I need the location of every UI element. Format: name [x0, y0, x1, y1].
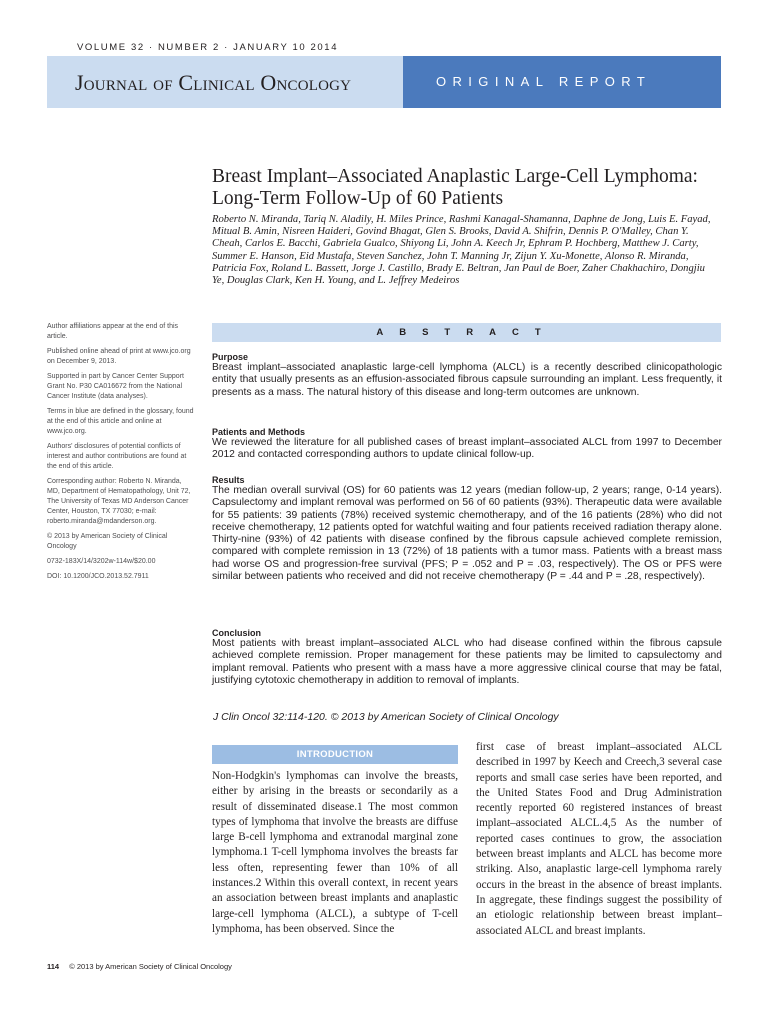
note-support: Supported in part by Cancer Center Support Grant No. P30 CA016672 from the National Cancer Institute (data analyses).	[47, 373, 184, 400]
page-footer	[47, 962, 232, 971]
note-issn: 0732-183X/14/3202w-114w/$20.00	[47, 558, 156, 565]
note-glossary: Terms in blue are defined in the glossary, found at the end of this article and online at www.jco.org.	[47, 408, 194, 435]
conclusion-heading: Conclusion	[212, 628, 261, 638]
footer-copyright: © 2013 by American Society of Clinical Oncology	[69, 962, 232, 971]
note-affiliations: Author affiliations appear at the end of this article.	[47, 323, 179, 340]
journal-citation: J Clin Oncol 32:114-120. © 2013 by American Society of Clinical Oncology	[213, 711, 559, 723]
sidebar-notes	[47, 322, 195, 587]
introduction-heading: INTRODUCTION	[296, 749, 374, 760]
journal-title: Journal of Clinical Oncology	[75, 70, 352, 95]
note-copyright: © 2013 by American Society of Clinical Oncology	[47, 533, 168, 550]
author-list: Roberto N. Miranda, Tariq N. Aladily, H. Miles Prince, Rashmi Kanagal-Shamanna, Daphne de Jong, Luis E. Fayad, Mitual B. Amin, Nisreen Haideri, Govind Bhagat, Glen S. Brooks, David A. Shifrin, Dennis P. O'Malley, Chan Y. Cheah, Carlos E. Bacchi, Gabriela Gualco, Shiyong Li, John A. Keech Jr, Ephram P. Hochberg, Matthew J. Carty, Summer E. Hanson, Eid Mustafa, Steven Sanchez, John T. Manning Jr, Zijun Y. Xu-Monette, Alonso R. Miranda, Patricia Fox, Roland L. Bassett, Jorge J. Castillo, Brady E. Beltran, Jan Paul de Boer, Zaher Chakhachiro, Dongjiu Ye, Douglas Clark, Ken H. Young, and L. Jeffrey Medeiros	[212, 214, 711, 287]
note-published-online: Published online ahead of print at www.jco.org on December 9, 2013.	[47, 348, 191, 365]
report-type-label: ORIGINAL REPORT	[436, 74, 652, 89]
body-column-left: Non-Hodgkin's lymphomas can involve the breasts, either by arising in the breasts or secondarily as a result of disseminated disease.1 The most common types of lymphoma that involve the breasts are diffuse large B-cell lymphoma and extranodal marginal zone lymphoma.1 T-cell lymphoma involves the breasts far less often, representing fewer than 10% of all instances.2 Within this overall context, in recent years an association between breast implants and anaplastic large-cell lymphoma (ALCL), a subtype of T-cell lymphoma, has been observed. Since the	[212, 770, 458, 935]
conclusion-text: Most patients with breast implant–associated ALCL who had disease confined within the fibrous capsule achieved complete remission. Proper management for these patients may be limited to capsulectomy and implant removal. Patients who present with a mass have a more aggressive clinical course that may be fatal, justifying cytotoxic chemotherapy in addition to removal of implants.	[212, 638, 722, 686]
body-column-right: first case of breast implant–associated ALCL described in 1997 by Keech and Creech,3 several case reports and small case series have been reported, and the United States Food and Drug Administration recently reported 60 registered instances of breast implant–associated ALCL.4,5 As the number of reported cases continues to grow, the association between breast implants and ALCL has become more striking. Also, anaplastic large-cell lymphoma rarely occurs in the breast in the absence of breast implants. In aggregate, these findings suggest the possibility of an etiologic relationship between breast implant–associated ALCL and breast implants.	[476, 741, 722, 937]
note-doi: DOI: 10.1200/JCO.2013.52.7911	[47, 573, 149, 580]
volume-issue-line: VOLUME 32 · NUMBER 2 · JANUARY 10 2014	[77, 42, 339, 53]
note-disclosures: Authors' disclosures of potential conflicts of interest and author contributions are found at the end of this article.	[47, 443, 187, 470]
abstract-label: ABSTRACT	[376, 327, 557, 338]
results-text: The median overall survival (OS) for 60 patients was 12 years (median follow-up, 2 years; range, 0-14 years). Capsulectomy and implant removal was performed on 56 of 60 patients (93%). Therapeutic data were available for 55 patients: 39 patients (78%) received systemic chemotherapy, and of the 16 patients (28%) who did not receive chemotherapy, 12 patients opted for watchful waiting and four patients received radiation therapy alone. Thirty-nine (93%) of 42 patients with disease confined by the fibrous capsule achieved complete remission, compared with complete remission in 13 (72%) of 18 patients with a tumor mass. Patients with a breast mass had worse OS and progression-free survival (PFS; P = .052 and P = .03, respectively). The OS or PFS were similar between patients who received and did not receive chemotherapy (P = .44 and P = .28, respectively).	[212, 485, 722, 583]
article-title: Breast Implant–Associated Anaplastic Large-Cell Lymphoma: Long-Term Follow-Up of 60 Patients	[212, 166, 698, 209]
results-heading: Results	[212, 475, 245, 485]
purpose-heading: Purpose	[212, 352, 249, 362]
methods-text: We reviewed the literature for all published cases of breast implant–associated ALCL from 1997 to December 2012 and contacted corresponding authors to update clinical follow-up.	[212, 437, 722, 461]
page-number: 114	[47, 962, 60, 971]
note-corresponding-author: Corresponding author: Roberto N. Miranda, MD, Department of Hematopathology, Unit 72, The University of Texas MD Anderson Cancer Center, Houston, TX 77030; e-mail: roberto.miranda@mdanderson.org.	[47, 478, 191, 525]
purpose-text: Breast implant–associated anaplastic large-cell lymphoma (ALCL) is a recently described clinicopathologic entity that usually presents as an effusion-associated fibrous capsule surrounding an implant. Less frequently, it presents as a mass. The natural history of this disease and long-term outcomes are unknown.	[212, 362, 722, 398]
methods-heading: Patients and Methods	[212, 427, 306, 437]
